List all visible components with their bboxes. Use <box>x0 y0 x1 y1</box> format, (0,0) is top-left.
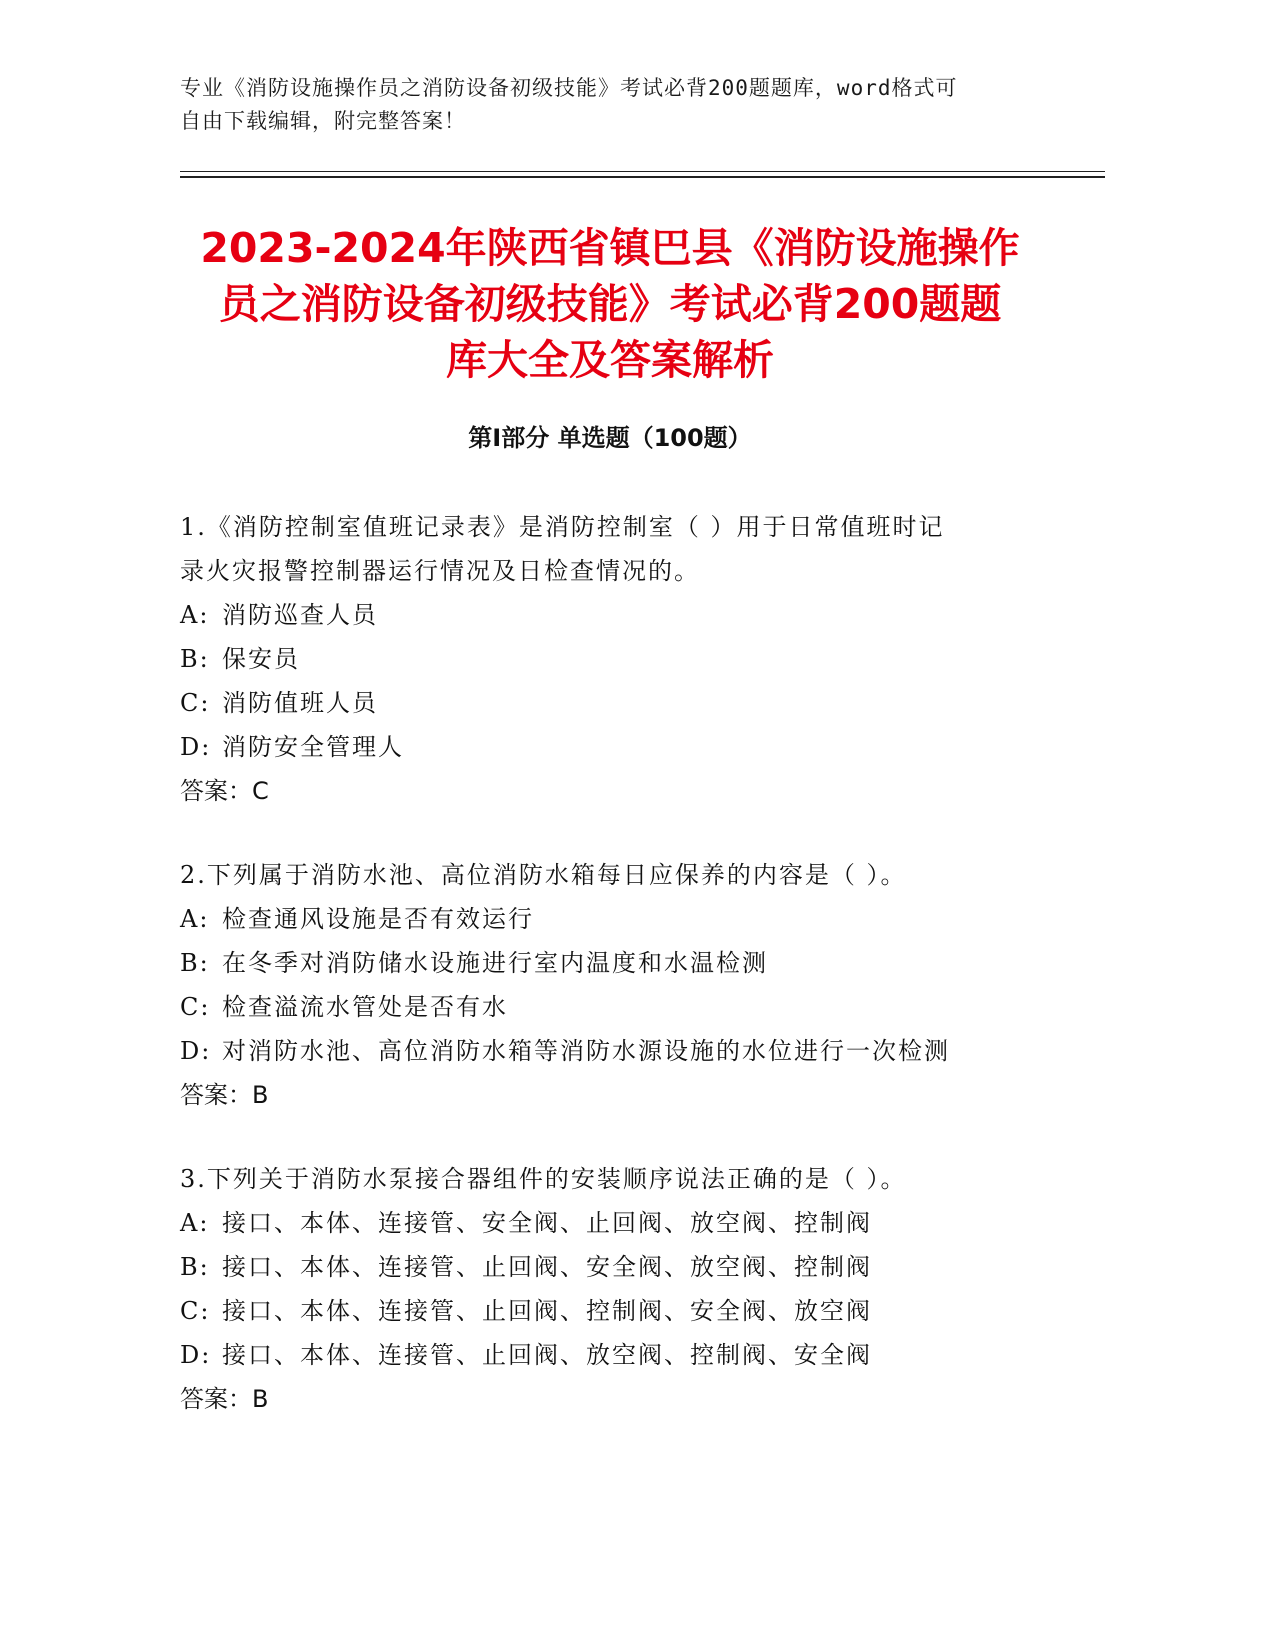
option-text: 检查通风设施是否有效运行 <box>222 905 534 933</box>
option-a <box>180 593 1040 637</box>
option-label: A: <box>180 1209 210 1237</box>
option-d <box>180 1029 1040 1073</box>
option-label: B: <box>180 949 210 977</box>
title-line-3: 库大全及答案解析 <box>446 336 774 384</box>
answer: 答案：C <box>180 777 269 805</box>
question-1 <box>180 505 1040 813</box>
option-label: D: <box>180 1037 212 1065</box>
intro-line-1: 专业《消防设施操作员之消防设备初级技能》考试必背200题题库，word格式可 <box>180 76 958 100</box>
question-stem: 2.下列属于消防水池、高位消防水箱每日应保养的内容是（ ）。 <box>180 861 907 889</box>
option-c <box>180 985 1040 1029</box>
option-a <box>180 897 1040 941</box>
option-text: 在冬季对消防储水设施进行室内温度和水温检测 <box>222 949 768 977</box>
option-label: A: <box>180 905 210 933</box>
header-rule-thin <box>180 171 1105 172</box>
section-heading: 第Ⅰ部分 单选题（100题） <box>468 424 752 452</box>
header-rule-thick <box>180 176 1105 178</box>
option-label: D: <box>180 1341 212 1369</box>
option-label: C: <box>180 993 211 1021</box>
option-text: 接口、本体、连接管、止回阀、控制阀、安全阀、放空阀 <box>222 1297 872 1325</box>
option-label: A: <box>180 601 210 629</box>
title-line-2: 员之消防设备初级技能》考试必背200题题 <box>218 280 1002 328</box>
option-label: B: <box>180 645 210 673</box>
question-3 <box>180 1157 1040 1421</box>
intro-line-2: 自由下载编辑，附完整答案！ <box>180 109 466 133</box>
option-d <box>180 1333 1040 1377</box>
option-text: 消防值班人员 <box>222 689 378 717</box>
question-stem-continued: 录火灾报警控制器运行情况及日检查情况的。 <box>180 557 700 585</box>
option-c <box>180 681 1040 725</box>
option-b <box>180 637 1040 681</box>
title-line-1: 2023-2024年陕西省镇巴县《消防设施操作 <box>200 224 1020 272</box>
option-c <box>180 1289 1040 1333</box>
question-stem: 1.《消防控制室值班记录表》是消防控制室（ ）用于日常值班时记 <box>180 513 945 541</box>
option-text: 消防巡查人员 <box>222 601 378 629</box>
option-b <box>180 1245 1040 1289</box>
option-label: C: <box>180 689 211 717</box>
option-b <box>180 941 1040 985</box>
option-label: C: <box>180 1297 211 1325</box>
option-d <box>180 725 1040 769</box>
intro-paragraph <box>180 72 1040 138</box>
document-title <box>180 220 1040 388</box>
option-text: 接口、本体、连接管、止回阀、放空阀、控制阀、安全阀 <box>222 1341 872 1369</box>
question-2 <box>180 853 1040 1117</box>
option-text: 消防安全管理人 <box>222 733 404 761</box>
option-text: 接口、本体、连接管、安全阀、止回阀、放空阀、控制阀 <box>222 1209 872 1237</box>
answer: 答案：B <box>180 1081 269 1109</box>
option-label: B: <box>180 1253 210 1281</box>
option-text: 检查溢流水管处是否有水 <box>222 993 508 1021</box>
option-text: 接口、本体、连接管、止回阀、安全阀、放空阀、控制阀 <box>222 1253 872 1281</box>
option-text: 对消防水池、高位消防水箱等消防水源设施的水位进行一次检测 <box>222 1037 950 1065</box>
option-label: D: <box>180 733 212 761</box>
question-stem: 3.下列关于消防水泵接合器组件的安装顺序说法正确的是（ ）。 <box>180 1165 907 1193</box>
option-a <box>180 1201 1040 1245</box>
answer: 答案：B <box>180 1385 269 1413</box>
option-text: 保安员 <box>222 645 300 673</box>
